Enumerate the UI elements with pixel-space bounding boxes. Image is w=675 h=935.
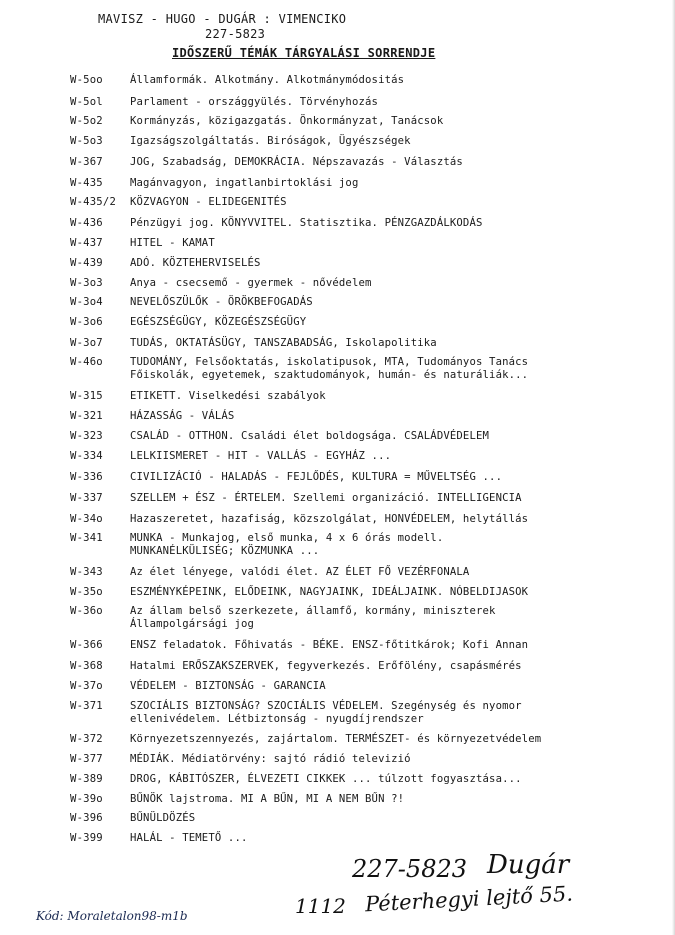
topic-code: W-46o <box>70 356 103 368</box>
topic-code: W-37o <box>70 680 103 692</box>
topic-code: W-389 <box>70 773 103 785</box>
header-line: MAVISZ - HUGO - DUGÁR : VIMENCIKO <box>98 12 347 26</box>
topic-code: W-36o <box>70 605 103 617</box>
topic-code: W-343 <box>70 566 103 578</box>
topic-code: W-35o <box>70 586 103 598</box>
header-phone: 227-5823 <box>205 27 266 41</box>
topic-code: W-3o3 <box>70 277 103 289</box>
topic-code: W-435/2 <box>70 196 117 208</box>
topic-text: Pénzügyi jog. KÖNYVVITEL. Statisztika. PÉNZGAZDÁLKODÁS <box>130 217 483 229</box>
topic-code: W-341 <box>70 532 103 544</box>
topic-text: ADÓ. KÖZTEHERVISELÉS <box>130 257 261 269</box>
topic-code: W-367 <box>70 156 103 168</box>
topic-code: W-436 <box>70 217 103 229</box>
topic-text: VÉDELEM - BIZTONSÁG - GARANCIA <box>130 680 326 692</box>
topic-code: W-315 <box>70 390 103 402</box>
topic-code: W-323 <box>70 430 103 442</box>
topic-text: ETIKETT. Viselkedési szabályok <box>130 390 326 402</box>
topic-text: BŰNÖK lajstroma. MI A BŰN, MI A NEM BŰN ?! <box>130 793 405 805</box>
handwritten-address: Péterhegyi lejtő 55. <box>364 881 574 917</box>
topic-code: W-39o <box>70 793 103 805</box>
topic-text: CIVILIZÁCIÓ - HALADÁS - FEJLŐDÉS, KULTURA = MŰVELTSÉG ... <box>130 471 503 483</box>
topic-text: MÉDIÁK. Médiatörvény: sajtó rádió televizió <box>130 753 411 765</box>
topic-text: LELKIISMERET - HIT - VALLÁS - EGYHÁZ ... <box>130 450 392 462</box>
topic-code: W-5o3 <box>70 135 103 147</box>
topic-text: Hazaszeretet, hazafiság, közszolgálat, HONVÉDELEM, helytállás <box>130 513 529 525</box>
topic-text: MUNKA - Munkajog, első munka, 4 x 6 órás modell. <box>130 532 444 544</box>
topic-text: Anya - csecsemő - gyermek - nővédelem <box>130 277 372 289</box>
topic-code: W-321 <box>70 410 103 422</box>
topic-code: W-366 <box>70 639 103 651</box>
topic-code: W-439 <box>70 257 103 269</box>
topic-text: Parlament - országgyülés. Törvényhozás <box>130 96 379 108</box>
topic-text-continued: MUNKANÉLKÜLISÉG; KÖZMUNKA ... <box>130 545 320 557</box>
topic-code: W-377 <box>70 753 103 765</box>
document-title: IDŐSZERŰ TÉMÁK TÁRGYALÁSI SORRENDJE <box>172 46 436 60</box>
topic-code: W-3o4 <box>70 296 103 308</box>
topic-code: W-5oo <box>70 74 103 86</box>
topic-text: Államformák. Alkotmány. Alkotmánymódositás <box>130 74 405 86</box>
topic-code: W-5o2 <box>70 115 103 127</box>
topic-text: ESZMÉNYKÉPEINK, ELŐDEINK, NAGYJAINK, IDEÁLJAINK. NÓBELDIJASOK <box>130 586 529 598</box>
topic-code: W-3o7 <box>70 337 103 349</box>
topic-text: ENSZ feladatok. Főhivatás - BÉKE. ENSZ-főtitkárok; Kofi Annan <box>130 639 529 651</box>
topic-code: W-435 <box>70 177 103 189</box>
topic-code: W-368 <box>70 660 103 672</box>
topic-text: JOG, Szabadság, DEMOKRÁCIA. Népszavazás - Választás <box>130 156 463 168</box>
topic-text: EGÉSZSÉGÜGY, KÖZEGÉSZSÉGÜGY <box>130 316 307 328</box>
topic-text: Hatalmi ERŐSZAKSZERVEK, fegyverkezés. Erőfölény, csapásmérés <box>130 660 522 672</box>
topic-text: DROG, KÁBITÓSZER, ÉLVEZETI CIKKEK ... túlzott fogyasztása... <box>130 773 522 785</box>
topic-code: W-336 <box>70 471 103 483</box>
topic-text: Környezetszennyezés, zajártalom. TERMÉSZET- és környezetvédelem <box>130 733 542 745</box>
topic-text: Az élet lényege, valódi élet. AZ ÉLET FŐ VEZÉRFONALA <box>130 566 470 578</box>
topic-code: W-371 <box>70 700 103 712</box>
topic-code: W-5ol <box>70 96 103 108</box>
handwritten-number: 1112 <box>295 894 346 918</box>
document-code-label: Kód: Moraletalon98-m1b <box>36 909 188 923</box>
topic-code: W-396 <box>70 812 103 824</box>
topic-code: W-372 <box>70 733 103 745</box>
topic-text: SZOCIÁLIS BIZTONSÁG? SZOCIÁLIS VÉDELEM. Szegénység és nyomor <box>130 700 522 712</box>
handwritten-signature: Dugár <box>487 850 570 880</box>
topic-text: TUDÁS, OKTATÁSÜGY, TANSZABADSÁG, Iskolapolitika <box>130 337 437 349</box>
topic-text: Az állam belső szerkezete, államfő, kormány, miniszterek <box>130 605 496 617</box>
topic-text: HITEL - KAMAT <box>130 237 215 249</box>
topic-text-continued: Állampolgársági jog <box>130 618 255 630</box>
handwritten-phone: 227-5823 <box>352 855 467 883</box>
topic-text: TUDOMÁNY, Felsőoktatás, iskolatipusok, MTA, Tudományos Tanács <box>130 356 529 368</box>
topic-text: HALÁL - TEMETŐ ... <box>130 832 248 844</box>
topic-text: Magánvagyon, ingatlanbirtoklási jog <box>130 177 359 189</box>
topic-text: BŰNÜLDÖZÉS <box>130 812 196 824</box>
topic-text-continued: ellenivédelem. Létbiztonság - nyugdíjrendszer <box>130 713 424 725</box>
topic-text: NEVELŐSZÜLŐK - ÖRÖKBEFOGADÁS <box>130 296 313 308</box>
topic-code: W-334 <box>70 450 103 462</box>
topic-text: SZELLEM + ÉSZ - ÉRTELEM. Szellemi organizáció. INTELLIGENCIA <box>130 492 522 504</box>
topic-code: W-337 <box>70 492 103 504</box>
topic-code: W-437 <box>70 237 103 249</box>
topic-code: W-34o <box>70 513 103 525</box>
topic-text: Igazságszolgáltatás. Biróságok, Ügyészségek <box>130 135 411 147</box>
topic-code: W-399 <box>70 832 103 844</box>
topic-code: W-3o6 <box>70 316 103 328</box>
topic-text: Kormányzás, közigazgatás. Önkormányzat, Tanácsok <box>130 115 444 127</box>
topic-text: KÖZVAGYON - ELIDEGENITÉS <box>130 196 287 208</box>
topic-text-continued: Főiskolák, egyetemek, szaktudományok, humán- és naturáliák... <box>130 369 529 381</box>
topic-text: HÁZASSÁG - VÁLÁS <box>130 410 235 422</box>
topic-text: CSALÁD - OTTHON. Családi élet boldogsága. CSALÁDVÉDELEM <box>130 430 490 442</box>
